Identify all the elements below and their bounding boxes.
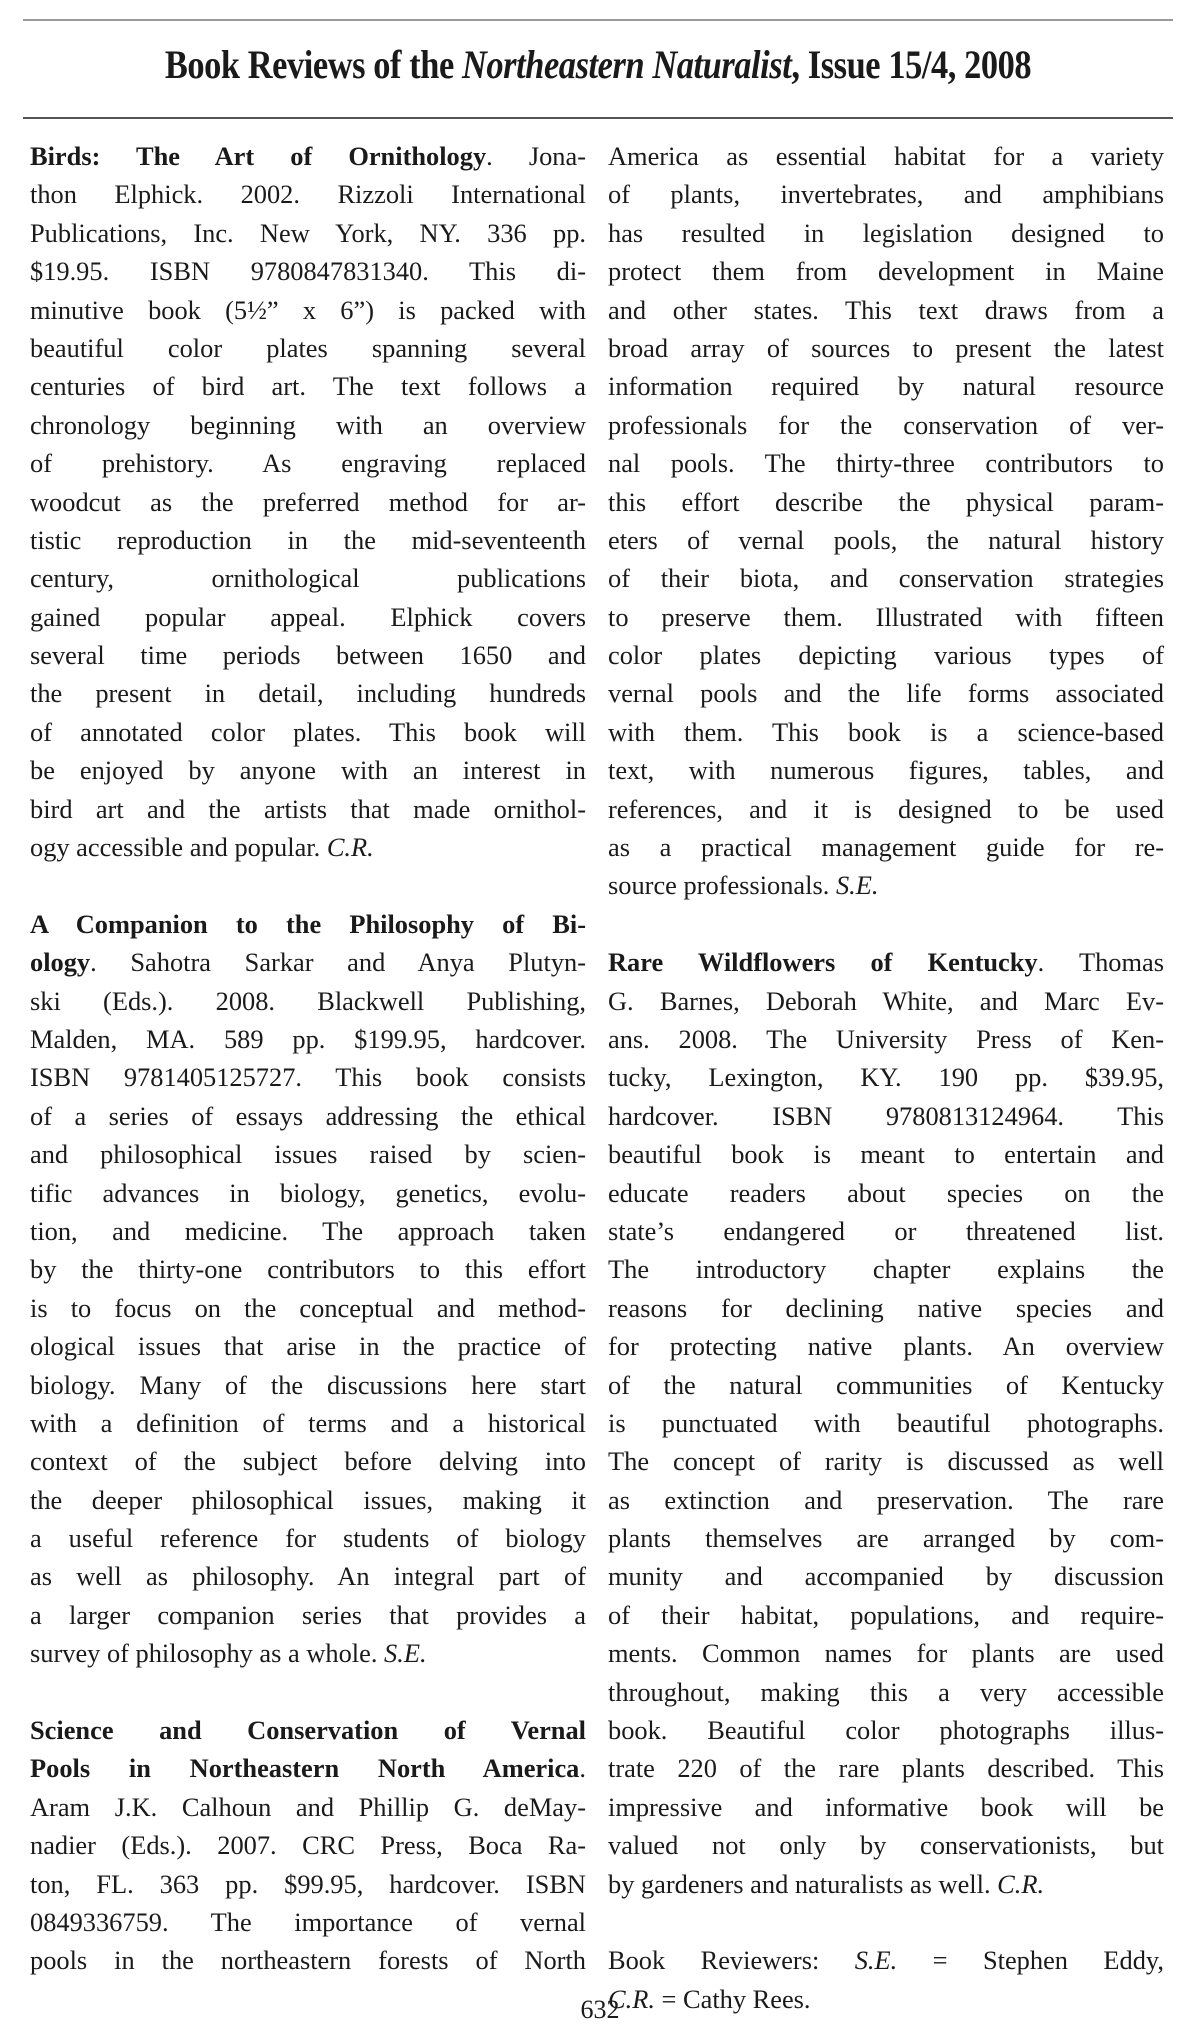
text-segment: educate readers about species on the [608,1177,1164,1208]
text-line [608,367,1164,405]
text-line [608,1020,1164,1058]
text-line [608,1826,1164,1864]
text-segment: plants themselves are arranged by com- [608,1523,1164,1554]
text-line [608,751,1164,789]
text-line [608,559,1164,597]
text-segment: with a definition of terms and a historical [30,1407,586,1438]
text-segment: text, with numerous figures, tables, and [608,755,1164,786]
text-line [30,1327,586,1365]
text-line [608,175,1164,213]
text-segment: century, ornithological publications [30,563,586,594]
text-segment: Publications, Inc. New York, NY. 336 pp. [30,217,586,248]
text-segment: the present in detail, including hundreds [30,678,586,709]
text-line [608,636,1164,674]
text-line [30,559,586,597]
text-line [30,1749,586,1787]
text-segment: . [579,1753,586,1784]
text-line [608,1097,1164,1135]
text-line [30,1634,586,1672]
text-line [30,444,586,482]
text-line [608,329,1164,367]
text-segment: color plates depicting various types of [608,640,1164,671]
text-line [30,1596,586,1634]
text-line [30,982,586,1020]
text-line [30,1058,586,1096]
text-segment: Malden, MA. 589 pp. $199.95, hardcover. [30,1023,586,1054]
book-title: A Companion to the Philosophy of Bi- [30,908,586,939]
text-segment: tion, and medicine. The approach taken [30,1215,586,1246]
text-segment: professionals for the conservation of ver- [608,409,1164,440]
text-line [608,790,1164,828]
journal-name: Northeastern Naturalist [461,42,792,87]
text-segment: protect them from development in Maine [608,256,1164,287]
text-line [608,1557,1164,1595]
text-segment: minutive book (5½” x 6”) is packed with [30,294,586,325]
text-segment: G. Barnes, Deborah White, and Marc Ev- [608,985,1164,1016]
text-segment: bird art and the artists that made ornithol- [30,793,586,824]
text-segment: of their biota, and conservation strategies [608,563,1164,594]
text-segment: valued not only by conservationists, but [608,1830,1164,1861]
text-segment: tific advances in biology, genetics, evolu- [30,1177,586,1208]
text-segment: reasons for declining native species and [608,1292,1164,1323]
reviewers-label: Book Reviewers: [608,1945,855,1976]
text-segment: of a series of essays addressing the ethical [30,1100,586,1131]
text-line [30,329,586,367]
text-line [608,1634,1164,1672]
text-line [30,1289,586,1327]
text-segment: tistic reproduction in the mid-seventeenth [30,524,586,555]
text-line [608,866,1164,904]
text-segment: as well as philosophy. An integral part of [30,1561,586,1592]
left-column [30,137,586,1980]
text-line [608,406,1164,444]
text-segment: nadier (Eds.). 2007. CRC Press, Boca Ra- [30,1830,586,1861]
title-prefix: Book Reviews of the [164,42,462,87]
text-line [608,1250,1164,1288]
text-segment: gained popular appeal. Elphick covers [30,601,586,632]
text-line [608,1749,1164,1787]
text-segment: ans. 2008. The University Press of Ken- [608,1023,1164,1054]
reviewer-initials: S.E. [384,1638,427,1669]
text-segment: a larger companion series that provides a [30,1599,586,1630]
text-line [608,713,1164,751]
text-line [30,1212,586,1250]
text-line [608,483,1164,521]
text-line [30,1135,586,1173]
text-line [30,406,586,444]
text-line [30,483,586,521]
text-segment: chronology beginning with an overview [30,409,586,440]
text-line [608,1596,1164,1634]
text-line [30,713,586,751]
book-title: Science and Conservation of Vernal [30,1715,586,1746]
text-segment: trate 220 of the rare plants described. This [608,1753,1164,1784]
text-line [30,367,586,405]
text-line [30,1097,586,1135]
text-line [608,1404,1164,1442]
page-number: 632 [580,1995,620,2024]
text-segment: 0849336759. The importance of vernal [30,1906,586,1937]
text-segment: be enjoyed by anyone with an interest in [30,755,586,786]
text-line [30,1020,586,1058]
text-segment: munity and accompanied by discussion [608,1561,1164,1592]
text-line [608,252,1164,290]
text-line [30,214,586,252]
text-line [608,137,1164,175]
text-line [608,943,1164,981]
text-segment: to preserve them. Illustrated with fifteen [608,601,1164,632]
reviewer-name: = Stephen Eddy, [897,1945,1164,1976]
text-segment: several time periods between 1650 and [30,640,586,671]
text-segment: and philosophical issues raised by scien- [30,1139,586,1170]
text-line [30,1826,586,1864]
reviewer-name: = Cathy Rees. [654,1983,811,2014]
book-title: ology [30,947,91,978]
text-line [30,1481,586,1519]
text-line [30,943,586,981]
text-line [608,1366,1164,1404]
text-line [30,1366,586,1404]
text-line [30,1711,586,1749]
text-segment: . Sahotra Sarkar and Anya Plutyn- [90,947,586,978]
text-line [30,790,586,828]
reviewer-initials: S.E. [835,870,879,901]
text-line [30,175,586,213]
text-segment: is punctuated with beautiful photographs. [608,1407,1164,1438]
text-segment: impressive and informative book will be [608,1791,1164,1822]
text-line [30,905,586,943]
text-segment: is to focus on the conceptual and method- [30,1292,586,1323]
text-line [30,1865,586,1903]
text-line [608,1289,1164,1327]
text-segment: tucky, Lexington, KY. 190 pp. $39.95, [608,1062,1164,1093]
right-column [608,137,1164,2018]
text-segment: information required by natural resource [608,371,1164,402]
text-segment: by gardeners and naturalists as well. [608,1868,998,1899]
text-segment: references, and it is designed to be used [608,793,1164,824]
review-vernal-pools-part1 [30,1711,586,1980]
text-segment: woodcut as the preferred method for ar- [30,486,586,517]
text-line [30,137,586,175]
text-segment: by the thirty-one contributors to this effort [30,1254,586,1285]
text-line [608,1865,1164,1903]
text-line [608,598,1164,636]
text-segment: . Jona- [486,141,586,171]
reviewers-line-1 [608,1941,1164,1979]
text-segment: eters of vernal pools, the natural history [608,524,1164,555]
review-rare-wildflowers [608,943,1164,1903]
text-segment: for protecting native plants. An overview [608,1331,1164,1362]
text-line [608,291,1164,329]
text-segment: pools in the northeastern forests of North [30,1945,586,1976]
text-line [608,674,1164,712]
text-segment: this effort describe the physical param- [608,486,1164,517]
text-line [608,1212,1164,1250]
text-line [30,291,586,329]
text-line [608,1135,1164,1173]
text-line [30,1250,586,1288]
text-line [30,828,586,866]
text-segment: ton, FL. 363 pp. $99.95, hardcover. ISBN [30,1868,586,1899]
text-line [30,1941,586,1979]
text-line [608,1442,1164,1480]
title-suffix: , Issue 15/4, 2008 [791,42,1032,87]
text-segment: of the natural communities of Kentucky [608,1369,1164,1400]
reviewer-initials: C.R. [997,1868,1045,1899]
text-segment: with them. This book is a science-based [608,716,1164,747]
text-line [30,1442,586,1480]
text-segment: . Thomas [1037,947,1164,978]
book-title: Pools in Northeastern North America [30,1753,580,1784]
text-line [30,521,586,559]
text-segment: survey of philosophy as a whole. [30,1638,385,1669]
text-segment: and other states. This text draws from a [608,294,1164,325]
text-line [608,828,1164,866]
reviewer-initials: S.E. [854,1945,898,1976]
book-title: Rare Wildflowers of Kentucky [608,947,1038,978]
text-segment: context of the subject before delving into [30,1446,586,1477]
text-line [30,598,586,636]
text-line [608,1174,1164,1212]
text-segment: as extinction and preservation. The rare [608,1484,1164,1515]
text-segment: beautiful color plates spanning several [30,332,586,363]
text-segment: of annotated color plates. This book will [30,716,586,747]
text-segment: hardcover. ISBN 9780813124964. This [608,1100,1164,1131]
text-segment: broad array of sources to present the latest [608,332,1164,363]
text-segment: biology. Many of the discussions here start [30,1369,586,1400]
text-line [608,521,1164,559]
text-segment: ski (Eds.). 2008. Blackwell Publishing, [30,985,586,1016]
text-line [608,982,1164,1020]
text-line [30,1788,586,1826]
text-line [30,636,586,674]
text-segment: ments. Common names for plants are used [608,1638,1164,1669]
text-segment: source professionals. [608,870,836,901]
text-segment: state’s endangered or threatened list. [608,1215,1164,1246]
text-line [608,1327,1164,1365]
review-birds [30,137,586,866]
text-line [30,252,586,290]
text-line [608,1788,1164,1826]
text-line [30,1174,586,1212]
text-line [608,1673,1164,1711]
text-segment: book. Beautiful color photographs illus- [608,1715,1164,1746]
text-segment: of their habitat, populations, and require- [608,1599,1164,1630]
text-segment: thon Elphick. 2002. Rizzoli International [30,179,586,210]
text-line [30,1903,586,1941]
text-segment: The introductory chapter explains the [608,1254,1164,1285]
text-segment: as a practical management guide for re- [608,832,1164,863]
text-segment: $19.95. ISBN 9780847831340. This di- [30,256,586,287]
review-philosophy-of-biology [30,905,586,1673]
text-line [608,1481,1164,1519]
text-segment: America as essential habitat for a variety [608,141,1164,171]
text-segment: of plants, invertebrates, and amphibians [608,179,1164,210]
text-segment: centuries of bird art. The text follows a [30,371,586,402]
page-title [104,40,1093,90]
review-vernal-pools-part2 [608,137,1164,905]
header-rule-top [23,19,1173,21]
text-segment: the deeper philosophical issues, making it [30,1484,586,1515]
text-segment: vernal pools and the life forms associated [608,678,1164,709]
text-line [30,1557,586,1595]
text-segment: has resulted in legislation designed to [608,217,1164,248]
text-segment: Aram J.K. Calhoun and Phillip G. deMay- [30,1791,586,1822]
text-segment: beautiful book is meant to entertain and [608,1139,1164,1170]
text-segment: ISBN 9781405125727. This book consists [30,1062,586,1093]
text-segment: ogy accessible and popular. [30,832,327,863]
header-rule-bottom [23,117,1173,119]
text-line [30,674,586,712]
book-title: Birds: The Art of Ornithology [30,141,487,171]
reviewer-initials: C.R. [326,832,374,863]
reviewer-initials: C.R. [608,1983,655,2014]
text-segment: The concept of rarity is discussed as well [608,1446,1164,1477]
text-segment: a useful reference for students of biology [30,1523,586,1554]
text-line [608,214,1164,252]
text-segment: of prehistory. As engraving replaced [30,448,586,479]
text-line [608,1519,1164,1557]
text-line [608,444,1164,482]
text-line [30,1519,586,1557]
text-segment: nal pools. The thirty-three contributors to [608,448,1164,479]
text-segment: throughout, making this a very accessible [608,1676,1164,1707]
text-line [608,1711,1164,1749]
text-line [608,1058,1164,1096]
text-line [30,1404,586,1442]
text-line [30,751,586,789]
text-segment: ological issues that arise in the practice of [30,1331,586,1362]
